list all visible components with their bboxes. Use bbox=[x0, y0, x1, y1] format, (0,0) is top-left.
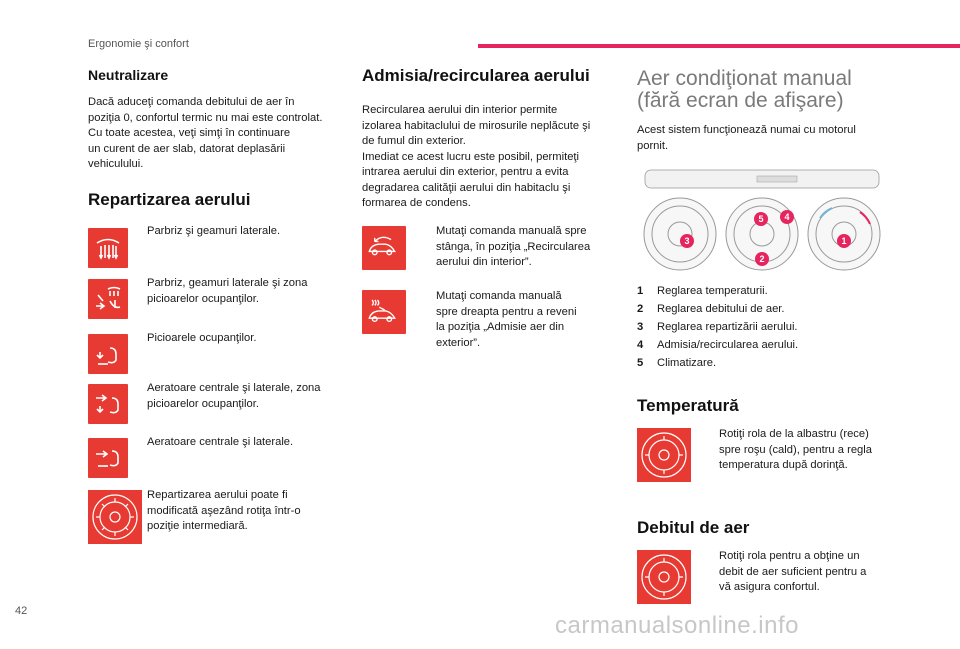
distribution-item-3-text bbox=[147, 331, 347, 347]
intro-line: intrarea aerului din exterior, pentru a evita bbox=[362, 166, 569, 178]
legend-item bbox=[637, 282, 887, 300]
instruction-line: Rotiţi rola pentru a obţine un bbox=[719, 550, 860, 562]
neutral-line: vehiculului. bbox=[88, 158, 144, 170]
instruction-line: exterior”. bbox=[436, 336, 481, 349]
distribution-line: Aeratoare centrale şi laterale, zona bbox=[147, 382, 321, 394]
legend-number: 5 bbox=[637, 357, 644, 369]
fresh-air-item-text bbox=[417, 289, 617, 351]
legend-number: 3 bbox=[637, 321, 644, 333]
neutral-line: Dacă aduceţi comanda debitului de aer în bbox=[88, 96, 295, 108]
neutral-line: un curent de aer slab, datorat deplasării bbox=[88, 142, 286, 155]
instruction-line: temperatura după dorinţă. bbox=[719, 459, 848, 471]
callout-5: 5 bbox=[758, 214, 764, 224]
airflow-dial-icon bbox=[637, 550, 691, 604]
ac-title-line: Aer condiţionat manual bbox=[637, 67, 852, 90]
legend-text: Reglarea debitului de aer. bbox=[657, 303, 785, 315]
instruction-line: la poziţia „Admisie aer din bbox=[436, 321, 565, 333]
distribution-line: Repartizarea aerului poate fi bbox=[147, 489, 288, 501]
intro-line: Recircularea aerului din interior permite bbox=[362, 104, 558, 116]
intro-line: izolarea habitaclului de mirosurile neplăcute şi bbox=[362, 119, 591, 132]
distribution-item-1-text bbox=[147, 224, 347, 240]
windshield-side-windows-icon bbox=[88, 228, 128, 268]
temperature-dial-icon bbox=[637, 428, 691, 482]
instruction-line: aerului din interior”. bbox=[436, 256, 532, 268]
instruction-line: debit de aer suficient pentru a bbox=[719, 565, 867, 578]
instruction-line: stânga, în poziţia „Recircularea bbox=[436, 240, 591, 253]
neutral-text bbox=[88, 95, 348, 173]
recirculation-item-text bbox=[417, 224, 617, 271]
distribution-line: Picioarele ocupanţilor. bbox=[147, 332, 257, 344]
temperature-text bbox=[700, 427, 900, 474]
intro-line: de fumul din exterior. bbox=[362, 135, 466, 147]
page-number: 42 bbox=[15, 605, 28, 617]
section-header: Ergonomie şi confort bbox=[88, 38, 189, 50]
callout-2: 2 bbox=[759, 254, 765, 264]
legend-item bbox=[637, 318, 887, 336]
neutral-line: poziţia 0, confortul termic nu mai este controlat. bbox=[88, 111, 323, 124]
vents-icon bbox=[88, 438, 128, 478]
neutral-title: Neutralizare bbox=[88, 67, 169, 83]
callout-4: 4 bbox=[784, 212, 790, 222]
ac-title-line: (fără ecran de afişare) bbox=[637, 89, 844, 112]
legend-item bbox=[637, 354, 887, 372]
instruction-line: Rotiţi rola de la albastru (rece) bbox=[719, 428, 869, 440]
recirculation-title: Admisia/recircularea aerului bbox=[362, 66, 590, 85]
legend-item bbox=[637, 300, 887, 318]
legend-number: 2 bbox=[637, 303, 644, 315]
distribution-line: Aeratoare centrale şi laterale. bbox=[147, 436, 294, 448]
distribution-item-5-text bbox=[147, 435, 347, 451]
instruction-line: Mutaţi comanda manuală spre bbox=[436, 225, 587, 237]
distribution-item-6-text bbox=[147, 488, 347, 535]
legend-text: Reglarea repartizării aerului. bbox=[657, 321, 798, 333]
neutral-line: Cu toate acestea, veţi simţi în continuare bbox=[88, 127, 291, 139]
legend-item bbox=[637, 336, 887, 354]
airflow-title: Debitul de aer bbox=[637, 518, 750, 537]
legend-number: 4 bbox=[637, 339, 644, 351]
recirculation-icon bbox=[362, 226, 406, 270]
windshield-feet-icon bbox=[88, 279, 128, 319]
recirculation-intro bbox=[362, 103, 622, 212]
distribution-item-2-text bbox=[147, 276, 347, 307]
distribution-title: Repartizarea aerului bbox=[88, 190, 251, 209]
distribution-line: picioarelor ocupanţilor. bbox=[147, 397, 259, 410]
instruction-line: vă asigura confortul. bbox=[719, 581, 820, 593]
fresh-air-intake-icon bbox=[362, 290, 406, 334]
legend-list bbox=[637, 282, 887, 372]
control-panel-illustration bbox=[637, 168, 887, 280]
instruction-line: spre dreapta pentru a reveni bbox=[436, 305, 577, 318]
callout-1: 1 bbox=[841, 236, 847, 246]
feet-icon bbox=[88, 334, 128, 374]
legend-text: Climatizare. bbox=[657, 357, 717, 369]
callout-3: 3 bbox=[684, 236, 690, 246]
distribution-line: picioarelor ocupanţilor. bbox=[147, 292, 259, 305]
instruction-line: Mutaţi comanda manuală bbox=[436, 290, 562, 302]
intro-line: pornit. bbox=[637, 139, 669, 152]
intro-line: Acest sistem funcţionează numai cu motorul bbox=[637, 124, 856, 136]
distribution-dial-icon bbox=[88, 490, 142, 544]
ac-title bbox=[637, 68, 852, 112]
vents-feet-icon bbox=[88, 384, 128, 424]
distribution-line: Parbriz, geamuri laterale şi zona bbox=[147, 277, 308, 289]
distribution-line: poziţie intermediară. bbox=[147, 520, 248, 532]
airflow-text bbox=[700, 549, 900, 596]
legend-text: Admisia/recircularea aerului. bbox=[657, 339, 799, 351]
intro-line: Imediat ce acest lucru este posibil, permiteţi bbox=[362, 150, 580, 163]
intro-line: formarea de condens. bbox=[362, 197, 471, 209]
legend-text: Reglarea temperaturii. bbox=[657, 285, 768, 297]
section-accent-bar bbox=[478, 44, 960, 48]
distribution-item-4-text bbox=[147, 381, 347, 412]
ac-intro bbox=[637, 123, 897, 154]
watermark: carmanualsonline.info bbox=[555, 612, 799, 639]
legend-number: 1 bbox=[637, 285, 644, 297]
distribution-line: Parbriz şi geamuri laterale. bbox=[147, 225, 281, 237]
temperature-title: Temperatură bbox=[637, 396, 739, 415]
intro-line: degradarea calităţii aerului din habitaclu şi bbox=[362, 181, 571, 194]
distribution-line: modificată aşezând rotiţa într-o bbox=[147, 504, 301, 517]
instruction-line: spre roşu (cald), pentru a regla bbox=[719, 443, 872, 456]
